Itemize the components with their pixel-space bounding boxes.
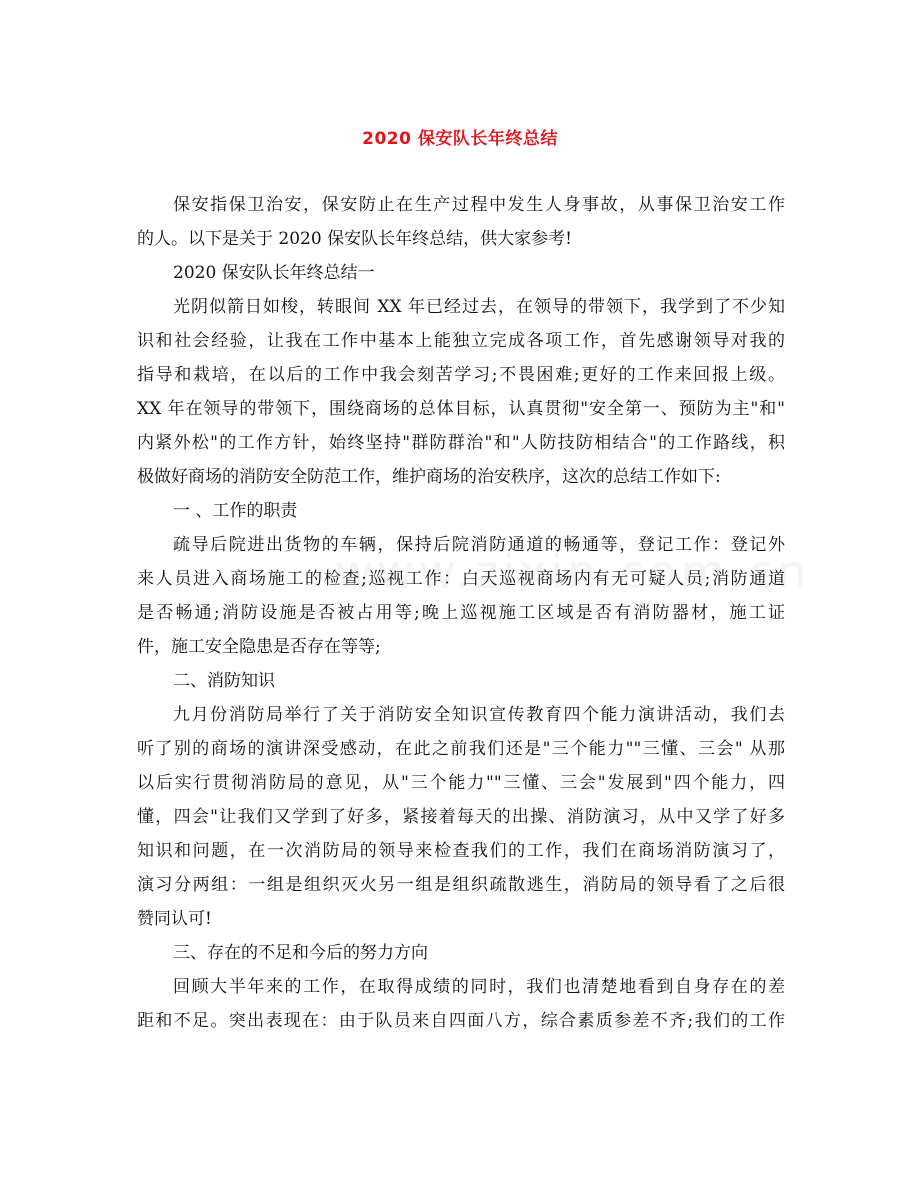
section-heading: 三、存在的不足和今后的努力方向 [173,943,428,963]
paragraph-line: 来人员进入商场施工的检查;巡视工作：白天巡视商场内有无可疑人员;消防通道 [137,569,785,589]
paragraph-line: 识和社会经验，让我在工作中基本上能独立完成各项工作，首先感谢领导对我的 [137,331,785,351]
paragraph-line: 极做好商场的消防安全防范工作，维护商场的治安秩序，这次的总结工作如下: [137,467,721,487]
paragraph-line: 件，施工安全隐患是否存在等等; [137,637,381,657]
paragraph-line: 知识和问题，在一次消防局的领导来检查我们的工作，我们在商场消防演习了， [137,841,785,861]
paragraph-line: 指导和栽培，在以后的工作中我会刻苦学习;不畏困难;更好的工作来回报上级。 [137,365,785,385]
paragraph-line: 回顾大半年来的工作，在取得成绩的同时，我们也清楚地看到自身存在的差 [173,977,785,997]
paragraph-line: 以后实行贯彻消防局的意见，从"三个能力""三懂、三会"发展到"四个能力，四 [137,773,785,793]
paragraph-line: 内紧外松"的工作方针，始终坚持"群防群治"和"人防技防相结合"的工作路线，积 [137,433,785,453]
paragraph-line: 光阴似箭日如梭，转眼间 XX 年已经过去，在领导的带领下，我学到了不少知 [173,297,785,317]
section-heading: 一 、工作的职责 [173,501,298,521]
section-heading: 2020 保安队长年终总结一 [173,263,375,283]
document-body [137,188,785,1038]
paragraph-line: 距和不足。突出表现在：由于队员来自四面八方，综合素质参差不齐;我们的工作 [137,1011,785,1031]
paragraph-line: 九月份消防局举行了关于消防安全知识宣传教育四个能力演讲活动，我们去 [173,705,785,725]
paragraph-line: 演习分两组：一组是组织灭火另一组是组织疏散逃生，消防局的领导看了之后很 [137,875,785,895]
document-title: 2020 保安队长年终总结 [362,129,558,149]
paragraph-line: 听了别的商场的演讲深受感动，在此之前我们还是"三个能力""三懂、三会" 从那 [137,739,785,759]
paragraph-line: 是否畅通;消防设施是否被占用等;晚上巡视施工区域是否有消防器材，施工证 [137,603,785,623]
paragraph-line: 的人。以下是关于 2020 保安队长年终总结，供大家参考! [137,229,572,249]
paragraph-line: 保安指保卫治安，保安防止在生产过程中发生人身事故，从事保卫治安工作 [173,195,785,215]
paragraph-line: 疏导后院进出货物的车辆，保持后院消防通道的畅通等，登记工作：登记外 [173,535,785,555]
section-heading: 二、消防知识 [173,671,275,691]
paragraph-line: XX 年在领导的带领下，围绕商场的总体目标，认真贯彻"安全第一、预防为主"和" [137,399,785,419]
paragraph-line: 懂，四会"让我们又学到了好多，紧接着每天的出操、消防演习，从中又学了好多 [137,807,785,827]
paragraph-line: 赞同认可! [137,909,212,929]
